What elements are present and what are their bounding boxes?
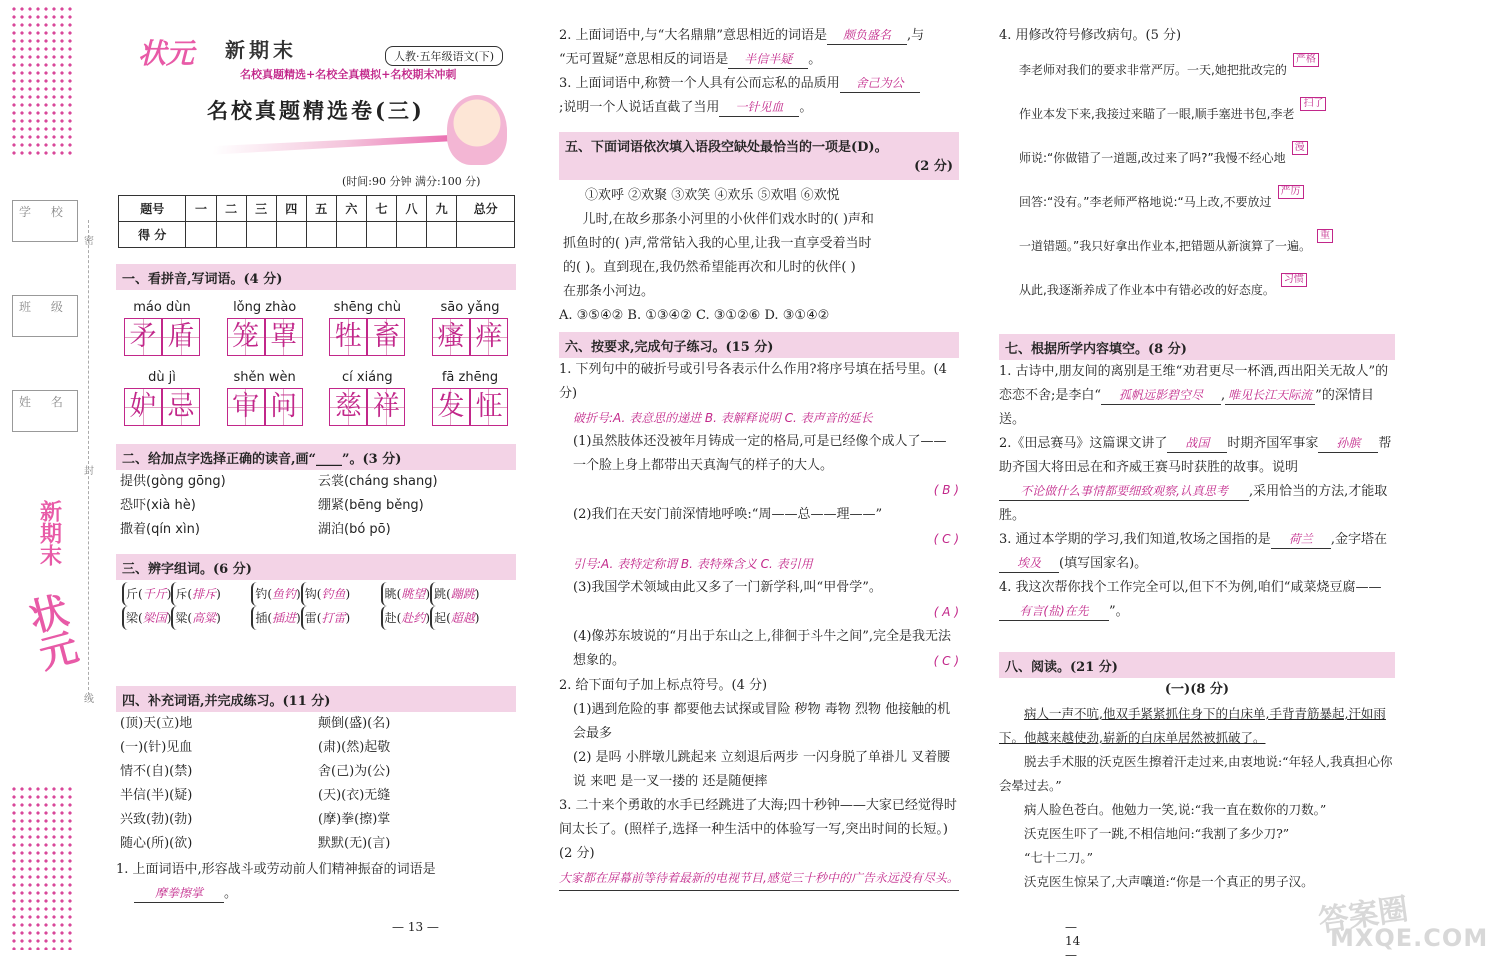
reading-paragraph: 沃克医生惊呆了,大声嚷道:“你是一个真正的男子汉。 <box>1024 874 1314 889</box>
pinyin-item <box>219 370 311 426</box>
section-7: 七、根据所学内容填空。(8 分) 1. 古诗中,朋友间的离别是王维“劝君更尽一杯酒,西出阳关无故人”的恋恋不舍;是李白“ 孤帆远影碧空尽 , 唯见长江天际流 ”的深情目送。 2.《田忌赛马》这篇课文讲了 战国 时期齐国军事家 孙膑 帮助齐国大将田忌在和齐威王赛马时获胜的故事。说明不论做什么事情都要细致观察,认真思考 ,采用恰当的方法,才能取胜。 3. 通过本学期的学习,我们知道,牧场之国指的是 荷兰 ,金字塔在埃及 (填写国家名)。 4. 我这次帮你找个工作完全可以,但下不为例,咱们“咸菜烧豆腐——有言(盐)在先 ”。 <box>999 328 1395 624</box>
pinyin-row <box>116 300 516 356</box>
time-info: (时间:90 分钟 满分:100 分) <box>342 175 481 188</box>
idiom[interactable]: 颠倒(盛)(名) <box>318 716 391 731</box>
score-input-cell[interactable] <box>186 222 216 248</box>
base-char: 斤 <box>126 587 139 601</box>
idiom[interactable]: (摩)拳(擦)掌 <box>318 812 391 827</box>
idiom[interactable]: 随心(所)(欲) <box>120 836 193 851</box>
edit-mark[interactable]: 习惯 <box>1281 273 1307 287</box>
section-title: 五、下面词语依次填入语段空缺处最恰当的一项是(D)。 (2 分) <box>559 132 959 180</box>
answer-blank[interactable]: 一针见血 <box>719 98 799 117</box>
series-name: 新期末 <box>225 38 297 62</box>
char-cell[interactable]: 忌 <box>162 388 200 426</box>
pronunciation-choice[interactable]: 湖泊(bó pō) <box>318 522 391 537</box>
reading-paragraph: 病人脸色苍白。他勉力一笑,说:“我一直在数你的刀数。” <box>1024 802 1327 817</box>
pinyin-text: shēng chù <box>333 300 401 315</box>
column-3 <box>995 0 1395 958</box>
score-header-cell: 六 <box>336 196 366 222</box>
score-input-cell[interactable] <box>246 222 276 248</box>
idiom[interactable]: 兴致(勃)(勃) <box>120 812 193 827</box>
edit-mark[interactable]: 扫了 <box>1300 97 1326 111</box>
question-text: 4. 用修改符号修改病句。(5 分) <box>999 28 1182 43</box>
char-cell[interactable]: 盾 <box>162 318 200 356</box>
answer-line[interactable]: 大家都在屏幕前等待着最新的电视节目,感觉三十秒中的广告永远没有尽头。 <box>559 866 959 891</box>
score-header-cell: 五 <box>306 196 336 222</box>
score-header-cell: 九 <box>427 196 457 222</box>
pinyin-item <box>219 300 311 356</box>
pronunciation-choice[interactable]: 恐吓(xià hè) <box>120 498 196 513</box>
idiom[interactable]: 情不(自)(禁) <box>120 764 193 779</box>
char-cells <box>219 318 311 356</box>
subtitle: 名校真题精选+名校全真模拟+名校期末冲刺 <box>240 68 457 81</box>
base-char: 跳 <box>434 587 447 601</box>
pinyin-item <box>321 370 413 426</box>
pronunciation-row <box>120 494 516 518</box>
passage-line <box>1019 224 1395 268</box>
dot-pattern <box>10 5 76 155</box>
base-char: 梁 <box>126 611 139 625</box>
pinyin-text: lǒng zhào <box>233 300 297 315</box>
idiom[interactable]: (天)(衣)无缝 <box>318 788 391 803</box>
answer-word[interactable]: 排斥 <box>192 587 217 601</box>
word-pair: 眺(眺望) <box>381 582 430 606</box>
idiom[interactable]: 默默(无)(言) <box>318 836 391 851</box>
seal-mark: 密 <box>84 236 94 247</box>
char-cell[interactable]: 妒 <box>124 388 162 426</box>
score-input-cell[interactable] <box>427 222 457 248</box>
passage-line: 儿时,在故乡那条小河里的小伙伴们戏水时的( )声和 <box>582 212 874 227</box>
answer-word[interactable]: 蹦跳 <box>450 587 475 601</box>
base-char: 眺 <box>384 587 397 601</box>
section-6: 六、按要求,完成句子练习。(15 分) 1. 下列句中的破折号或引号各表示什么作用?将序号填在括号里。(4 分) 破折号:A. 表意思的递进 B. 表解释说明 C. 表声音的延长 (1)虽然肢体还没被年月铸成一定的格局,可是已经像个成人了——一个脸上身上都带出天真淘气的样子的大人。 ( B ) (2)我们在天安门前深情地呼唤:“周——总——理——” ( C ) 引号:A. 表特定称谓 B. 表特殊含义 C. 表引用 (3)我国学术领域由此又多了一门新学科,叫“甲骨学”。 ( A ) (4)像苏东坡说的“月出于东山之上,徘徊于斗牛之间”,完全是我无法想象的。 ( C ) 2. 给下面句子加上标点符号。(4 分) (1)遇到危险的事 都要他去试探或冒险 秽物 毒物 烈物 他接触的机会最多 (2) 是吗 小胖墩儿跳起来 立刻退后两步 一闪身脱了单褂儿 叉着腰说 来吧 是一叉一搂的 还是随便摔 3. 二十来个勇敢的水手已经跳进了大海;四十秒钟——大家已经觉得时间太长了。(照样子,选择一种生活中的体验写一写,突出时间的长短。)(2 分) 大家都在屏幕前等待着最新的电视节目,感觉三十秒中的广告永远没有尽头。 <box>559 326 959 891</box>
book-label: 人教·五年级语文(下) <box>385 46 503 66</box>
word-pair: 跳(蹦跳) <box>430 582 479 606</box>
pinyin-item <box>424 300 516 356</box>
answer-blank[interactable]: 颇负盛名 <box>827 26 907 45</box>
base-char: 插 <box>255 611 268 625</box>
brand-logo: 状元 <box>138 37 195 70</box>
char-cell[interactable]: 审 <box>227 388 265 426</box>
name-field: 姓 名 <box>12 390 78 432</box>
decorative-swoosh <box>152 128 472 158</box>
word-pair: 梁(梁国) <box>122 606 171 630</box>
dot-pattern <box>10 785 76 950</box>
answer-blank[interactable]: 战国 <box>1167 434 1227 453</box>
binding-margin <box>0 0 100 958</box>
question-text: 3. 二十来个勇敢的水手已经跳进了大海;四十秒钟——大家已经觉得时间太长了。(照样子,选择一种生活中的体验写一写,突出时间的长短。)(2 分) <box>559 798 957 861</box>
column-2: 2. 上面词语中,与“大名鼎鼎”意思相近的词语是 颇负盛名 ,与 “无可置疑”意思相反的词语是 半信半疑 。 3. 上面词语中,称赞一个人具有公而忘私的品质用 舍己为公 ;说明一个人说话直截了当用 一针见血 。 五、下面词语依次填入语段空缺处最恰当的一项是(D)。 (2 分) ①欢呼 ②欢聚 ③欢笑 ④欢乐 ⑤欢唱 ⑥欢悦 儿时,在故乡那条小河里的小伙伴们戏水时的( )声和 抓鱼时的( )声,常常钻入我的心里,让我一直享受着当时 的( )。直到现在,我仍然希望能再次和儿时的伙伴( ) 在那条小河边。 A. ③⑤④② B. ①③④② C. ③①②⑥ D. ③①④② 六、按要求,完成句子练习。(15 分) 1. 下列句中的破折号或引号各表示什么作用?将序号填在括号里。(4 分) 破折号:A. 表意思的递进 B. 表解释说明 C. 表声音的延长 (1)虽然肢体还没被年月铸成一定的格局,可是已经像个成人了——一个脸上身上都带出天真淘气的样子的大人。 ( B ) (2)我们在天安门前深情地呼唤:“周——总——理——” ( C ) 引号:A. 表特定称谓 B. 表特殊含义 C. 表引用 (3)我国学术领域由此又多了一门新学科,叫“甲骨学”。 ( A ) (4)像苏东坡说的“月出于东山之上,徘徊于斗牛之间”,完全是我无法想象的。 ( C ) 2. 给下面句子加上标点符号。(4 分) (1)遇到危险的事 都要他去试探或冒险 秽物 毒物 烈物 他接触的机会最多 (2) 是吗 小胖墩儿跳起来 立刻退后两步 一闪身脱了单褂儿 叉着腰说 来吧 是一叉一搂的 还是随便摔 3. 二十来个勇敢的水手已经跳进了大海;四十秒钟——大家已经觉得时间太长了。(照样子,选择一种生活中的体验写一写,突出时间的长短。)(2 分) 大家都在屏幕前等待着最新的电视节目,感觉三十秒中的广告永远没有尽头。 — 14 — <box>559 28 1081 962</box>
char-cells <box>321 388 413 426</box>
passage-text: 一道错题。”我只好拿出作业本,把错题从新演算了一遍。 <box>1019 239 1312 253</box>
char-cell[interactable]: 问 <box>265 388 303 426</box>
char-group <box>122 582 251 630</box>
idiom[interactable]: (肃)(然)起敬 <box>318 740 391 755</box>
answer-blank[interactable]: 舍己为公 <box>840 74 920 93</box>
reading-paragraph: 脱去手术服的沃克医生擦着汗走过来,由衷地说:“年轻人,我真担心你会晕过去。” <box>999 754 1393 793</box>
score-input-cell[interactable] <box>397 222 427 248</box>
mascot-image <box>447 95 507 165</box>
answer-word[interactable]: 赴约 <box>401 611 426 625</box>
reading-paragraph: 病人一声不吭,他双手紧紧抓住身下的白床单,手背青筋暴起,汗如雨下。他越来越使劲,崭新的白床单居然被抓破了。 <box>999 706 1386 745</box>
pronunciation-choice[interactable]: 云裳(cháng shang) <box>318 474 438 489</box>
watermark: 答案圈 <box>1316 891 1411 940</box>
base-char: 斥 <box>175 587 188 601</box>
seal-mark: 线 <box>84 694 94 705</box>
passage-text: 从此,我逐渐养成了作业本中有错必改的好态度。 <box>1019 283 1275 297</box>
pinyin-text: sāo yǎng <box>440 300 500 315</box>
score-input-cell[interactable] <box>336 222 366 248</box>
char-cell[interactable]: 瘙 <box>432 318 470 356</box>
idiom-row <box>120 736 516 760</box>
pronunciation-choice[interactable]: 撒着(qín xìn) <box>120 522 200 537</box>
pronunciation-choice[interactable]: 提供(gòng gōng) <box>120 474 226 489</box>
passage-line <box>1019 180 1395 224</box>
word-pair: 钓(鱼钓) <box>251 582 300 606</box>
section-title: 七、根据所学内容填空。(8 分) <box>999 334 1395 360</box>
section-title: 六、按要求,完成句子练习。(15 分) <box>559 332 959 358</box>
passage-line <box>1019 136 1395 180</box>
answer-word[interactable]: 钓鱼 <box>321 587 346 601</box>
answer-word[interactable]: 高粱 <box>192 611 217 625</box>
word-pair: 钩(钓鱼) <box>301 582 350 606</box>
answer-blank[interactable]: 孤帆远影碧空尽 <box>1101 386 1221 405</box>
passage-text: 李老师对我们的要求非常严厉。一天,她把批改完的 <box>1019 63 1287 77</box>
score-input-cell[interactable] <box>276 222 306 248</box>
score-input-cell[interactable] <box>366 222 396 248</box>
score-header-cell: 四 <box>276 196 306 222</box>
answer-blank[interactable]: 不论做什么事情都要细致观察,认真思考 <box>999 482 1249 501</box>
answer-blank[interactable]: 孙膑 <box>1318 434 1378 453</box>
class-field: 班 级 <box>12 295 78 337</box>
passage-line: 抓鱼时的( )声,常常钻入我的心里,让我一直享受着当时 <box>563 236 872 251</box>
section-8 <box>999 646 1395 894</box>
pronunciation-choice[interactable]: 绷紧(bēng běng) <box>318 498 424 513</box>
word-pair: 赴(赴约) <box>381 606 430 630</box>
score-header-cell: 总分 <box>457 196 515 222</box>
answer-word[interactable]: 插进 <box>272 611 297 625</box>
edit-mark[interactable]: 严格 <box>1293 53 1319 67</box>
pronunciation-row <box>120 518 516 542</box>
passage-line <box>1019 92 1395 136</box>
answer-blank[interactable]: 唯见长江天际流 <box>1225 386 1315 405</box>
page-number: — 13 — <box>392 920 439 934</box>
char-group <box>251 582 380 630</box>
answer-choices: A. ③⑤④② B. ①③④② C. ③①②⑥ D. ③①④② <box>559 308 830 323</box>
pinyin-item <box>116 370 208 426</box>
brand-header <box>130 28 510 98</box>
idiom[interactable]: 半信(半)(疑) <box>120 788 193 803</box>
char-cell[interactable]: 怔 <box>470 388 508 426</box>
answer-blank[interactable]: 埃及 <box>999 554 1059 573</box>
char-cells <box>321 318 413 356</box>
base-char: 赴 <box>384 611 397 625</box>
char-cell[interactable]: 笼 <box>227 318 265 356</box>
word-pair: 斥(排斥) <box>171 582 220 606</box>
char-cell[interactable]: 矛 <box>124 318 162 356</box>
score-header-cell: 八 <box>397 196 427 222</box>
section-title: 四、补充词语,并完成练习。(11 分) <box>116 686 516 712</box>
answer-blank[interactable]: 荷兰 <box>1271 530 1331 549</box>
char-cell[interactable]: 慈 <box>329 388 367 426</box>
score-header-cell: 题号 <box>119 196 186 222</box>
word-pair: 斤(千斤) <box>122 582 171 606</box>
idiom[interactable]: (顶)天(立)地 <box>120 716 193 731</box>
score-header-cell: 七 <box>366 196 396 222</box>
char-cell[interactable]: 发 <box>432 388 470 426</box>
char-cell[interactable]: 罩 <box>265 318 303 356</box>
base-char: 钓 <box>255 587 268 601</box>
score-header-cell: 二 <box>216 196 246 222</box>
char-cells <box>424 388 516 426</box>
reading-subtitle: (一)(8 分) <box>1164 682 1230 697</box>
pinyin-item <box>321 300 413 356</box>
idiom-row <box>120 808 516 832</box>
word-pair: 插(插进) <box>251 606 300 630</box>
pinyin-text: cí xiáng <box>341 370 393 385</box>
char-cells <box>424 318 516 356</box>
section-3 <box>116 548 516 630</box>
score-table <box>118 195 515 248</box>
base-char: 雷 <box>304 611 317 625</box>
idiom-row <box>120 760 516 784</box>
edit-mark[interactable]: 严厉 <box>1278 185 1304 199</box>
passage-line: 的( )。直到现在,我仍然希望能再次和儿时的伙伴( ) <box>563 260 856 275</box>
pinyin-item <box>424 370 516 426</box>
page-number: — 14 — <box>1065 920 1081 962</box>
passage-line: 在那条小河边。 <box>563 284 655 299</box>
page-title: 名校真题精选卷(三) <box>207 98 425 123</box>
passage-text: 师说:“你做错了一道题,改过来了吗?”我慢不经心地 <box>1019 151 1286 165</box>
pinyin-text: máo dùn <box>133 300 191 315</box>
char-cell[interactable]: 畜 <box>367 318 405 356</box>
section-5 <box>559 126 959 328</box>
char-cells <box>116 388 208 426</box>
passage-line <box>1019 268 1395 312</box>
reading-paragraph: 沃克医生吓了一跳,不相信地问:“我割了多少刀?” <box>1024 826 1290 841</box>
passage-text: 回答:“没有。”李老师严格地说:“马上改,不要放过 <box>1019 195 1272 209</box>
edit-mark[interactable]: 漫 <box>1292 141 1308 155</box>
score-header-cell: 一 <box>186 196 216 222</box>
section-title: 三、辨字组词。(6 分) <box>116 554 516 580</box>
pinyin-item <box>116 300 208 356</box>
school-field: 学 校 <box>12 200 78 242</box>
vertical-brand <box>18 500 82 675</box>
answer-blank[interactable]: 半信半疑 <box>728 50 808 69</box>
idiom[interactable]: (一)(针)见血 <box>120 740 193 755</box>
column-1 <box>112 0 517 958</box>
question-text: 1. 上面词语中,形容战斗或劳动前人们精神振奋的词语是 <box>116 862 436 877</box>
answer-word[interactable]: 眺望 <box>401 587 426 601</box>
score-input-cell[interactable] <box>457 222 515 248</box>
section-title: 一、看拼音,写词语。(4 分) <box>116 264 516 290</box>
watermark: MXQE.COM <box>1330 924 1489 952</box>
word-pair: 起(超越) <box>430 606 479 630</box>
question-text: 1. 下列句中的破折号或引号各表示什么作用?将序号填在括号里。(4 分) <box>559 362 947 401</box>
idiom[interactable]: 舍(己)为(公) <box>318 764 391 779</box>
answer-blank[interactable]: 有言(盐)在先 <box>999 602 1109 621</box>
char-cell[interactable]: 牲 <box>329 318 367 356</box>
seal-mark: 封 <box>84 466 94 477</box>
option-words: ①欢呼 ②欢聚 ③欢笑 ④欢乐 ⑤欢唱 ⑥欢悦 <box>585 188 840 203</box>
brand-text: 新期末 <box>36 500 63 566</box>
word-pair: 粱(高粱) <box>171 606 220 630</box>
idiom-row <box>120 832 516 856</box>
passage-text: 作业本发下来,我接过来瞄了一眼,顺手塞进书包,李老 <box>1019 107 1295 121</box>
idiom-row <box>120 784 516 808</box>
pinyin-text: shěn wèn <box>233 370 296 385</box>
pinyin-text: fā zhēng <box>441 370 499 385</box>
char-cell[interactable]: 痒 <box>470 318 508 356</box>
answer-word[interactable]: 千斤 <box>142 587 167 601</box>
char-group <box>381 582 510 630</box>
score-header-cell: 三 <box>246 196 276 222</box>
pronunciation-row <box>120 470 516 494</box>
section-4: 四、补充词语,并完成练习。(11 分) (顶)天(立)地 颠倒(盛)(名) (一)(针)见血 (肃)(然)起敬 情不(自)(禁) 舍(己)为(公) 半信(半)(疑) (天)(衣)无缝 兴致(勃)(勃) (摩)拳(擦)掌 随心(所)(欲) 默默(无)(言) 1. 上面词语中,形容战斗或劳动前人们精神振奋的词语是 摩拳擦掌 。 <box>116 680 516 906</box>
char-cell[interactable]: 祥 <box>367 388 405 426</box>
answer-word[interactable]: 打雷 <box>321 611 346 625</box>
binding-line <box>88 220 89 700</box>
answer-word[interactable]: 鱼钓 <box>272 587 297 601</box>
score-input-cell[interactable] <box>216 222 246 248</box>
section-title: 二、给加点字选择正确的读音,画“____”。(3 分) <box>116 444 516 470</box>
char-cells <box>116 318 208 356</box>
edit-mark[interactable]: 重 <box>1317 229 1333 243</box>
section-2 <box>116 438 516 542</box>
question-text: 2. 给下面句子加上标点符号。(4 分) <box>559 678 768 693</box>
answer-blank[interactable]: 摩拳擦掌 <box>134 884 224 903</box>
section-title: 八、阅读。(21 分) <box>999 652 1395 678</box>
base-char: 钩 <box>304 587 317 601</box>
passage-line <box>1019 48 1395 92</box>
score-label-cell: 得 分 <box>119 222 186 248</box>
char-cells <box>219 388 311 426</box>
pinyin-grid <box>116 300 516 426</box>
answer-word[interactable]: 梁国 <box>142 611 167 625</box>
pinyin-row <box>116 370 516 426</box>
pinyin-text: dù jì <box>148 370 176 385</box>
score-input-cell[interactable] <box>306 222 336 248</box>
brand-logo: 状元 <box>18 589 82 675</box>
idiom-row <box>120 712 516 736</box>
base-char: 起 <box>434 611 447 625</box>
word-pair: 雷(打雷) <box>301 606 350 630</box>
base-char: 粱 <box>175 611 188 625</box>
answer-word[interactable]: 超越 <box>450 611 475 625</box>
reading-paragraph: “七十二刀。” <box>1024 850 1094 865</box>
